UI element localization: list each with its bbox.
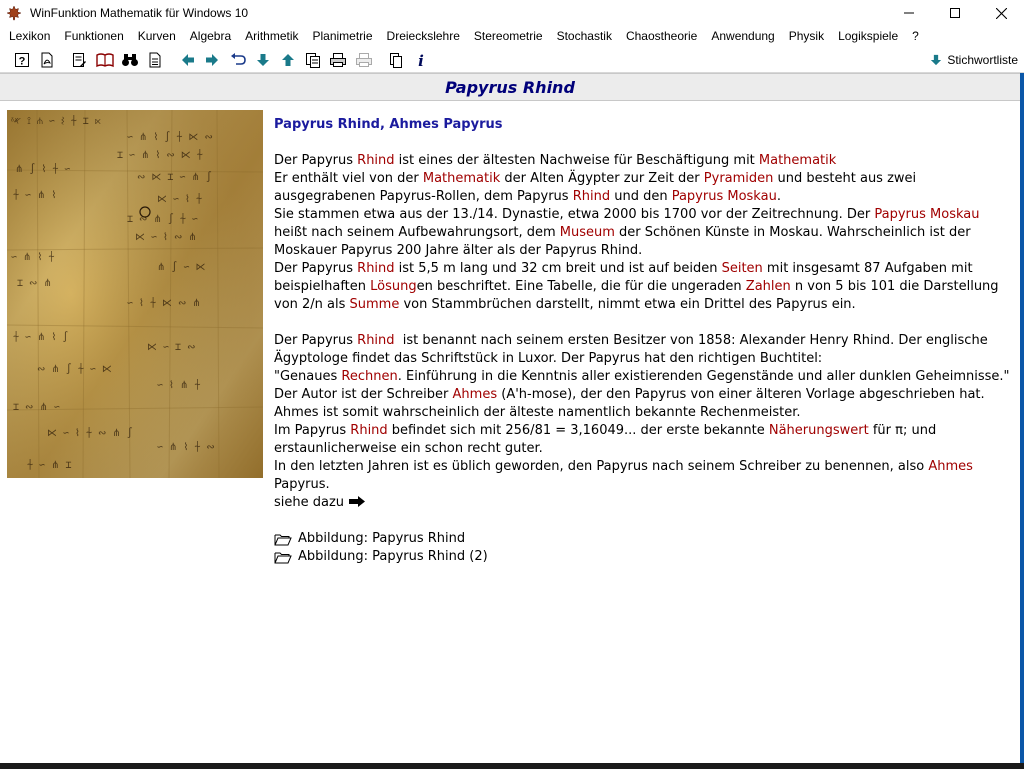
link-rhind[interactable]: Rhind [357,333,395,348]
link-museum[interactable]: Museum [559,225,615,240]
svg-text:∾ ⋔ ∫ ⍭ ∽ ⋉: ∾ ⋔ ∫ ⍭ ∽ ⋉ [37,364,112,375]
search-button[interactable] [121,51,139,69]
info-button[interactable] [412,51,430,69]
maximize-button[interactable] [932,0,978,26]
help-button[interactable] [13,51,31,69]
link-zahlen[interactable]: Zahlen [745,279,791,294]
svg-text:⋉ ∽ ⌇ ∾ ⋔: ⋉ ∽ ⌇ ∾ ⋔ [135,232,197,243]
text-line: Ägyptologe findet das Schriftstück in Luxor. Der Papyrus hat den richtigen Buchtitel: [274,351,823,366]
text-line: beispielhaften Lösungen beschriftet. Eine Tabelle, die für die ungeraden Zahlen n von 5 bis 101 die Darstellung [274,279,999,294]
copy-icon [305,52,321,68]
svg-text:⍭ ∽ ⋔ ⌇ ∫: ⍭ ∽ ⋔ ⌇ ∫ [13,332,69,343]
svg-text:⌶ ∾ ⋔ ∫ ⍭ ∽: ⌶ ∾ ⋔ ∫ ⍭ ∽ [127,214,198,225]
document-icon [148,52,162,68]
figure-link-1[interactable] [274,530,1014,548]
text-line: Der Papyrus Rhind ist 5,5 m lang und 32 cm breit und ist auf beiden Seiten mit insgesamt 87 Aufgaben mit [274,261,973,276]
svg-text:∽ ⋔ ⌇ ⍭: ∽ ⋔ ⌇ ⍭ [11,252,55,263]
text-line: Im Papyrus Rhind befindet sich mit 256/81 = 3,16049... der erste bekannte Näherungswert für π; und [274,423,937,438]
text-line: heißt nach seinem Aufbewahrungsort, dem Museum der Schönen Künste in Moskau. Wahrscheinlich ist der [274,225,971,240]
see-also-line: siehe dazu [274,494,1014,512]
stichwortliste-label: Stichwortliste [947,53,1018,67]
text-line: Der Autor ist der Schreiber Ahmes (A'h-mose), der den Papyrus von einer älteren Vorlage abgeschrieben hat. [274,387,985,402]
help-icon [14,52,30,68]
text-line: ausgegrabenen Papyrus-Rollen, dem Papyrus Rhind und den Papyrus Moskau. [274,189,781,204]
back-button[interactable] [179,51,197,69]
pdf-button[interactable] [38,51,56,69]
link-rhind[interactable]: Rhind [572,189,611,204]
stichwortliste-button[interactable] [930,51,1018,69]
link-rechnen[interactable]: Rechnen [341,369,398,384]
maximize-icon [950,8,960,18]
print-button[interactable] [329,51,347,69]
papyrus-image[interactable] [7,110,263,478]
link-seiten[interactable]: Seiten [721,261,763,276]
menu-physik[interactable]: Physik [788,29,825,43]
text-line: Er enthält viel von der Mathematik der Alten Ägypter zur Zeit der Pyramiden und besteht aus zwei [274,171,917,186]
article-subtitle: Papyrus Rhind, Ahmes Papyrus [274,117,503,132]
svg-text:⍭ ∽ ⋔ ⌇: ⍭ ∽ ⋔ ⌇ [13,190,57,201]
minimize-icon [904,8,914,18]
papyrus-texture [7,110,263,478]
link-ahmes[interactable]: Ahmes [452,387,498,402]
svg-text:∽ ⌇ ⍭ ⋉ ∾ ⋔: ∽ ⌇ ⍭ ⋉ ∾ ⋔ [127,298,201,309]
text-line: Der Papyrus Rhind ist benannt nach seinem ersten Besitzer von 1858: Alexander Henry Rhind. Der englische [274,333,988,348]
pages-button[interactable] [387,51,405,69]
text-line: In den letzten Jahren ist es üblich geworden, den Papyrus nach seinem Schreiber zu benennen, also Ahmes [274,459,973,474]
text-line: Sie stammen etwa aus der 13./14. Dynastie, etwa 2000 bis 1700 vor der Zeitrechnung. Der Papyrus Moskau [274,207,980,222]
figure-link-label: Abbildung: Papyrus Rhind [298,531,466,546]
svg-text:ᵟ𐤀 ⟟ ⋔ ∽ ⌇ ⍭ ⌶ ⋉: ᵟ𐤀 ⟟ ⋔ ∽ ⌇ ⍭ ⌶ ⋉ [11,116,101,127]
article-content [274,116,1014,566]
link-loesung[interactable]: Lösung [370,279,417,294]
text-line: "Genaues Rechnen. Einführung in die Kenntnis aller existierenden Gegenstände und aller dunklen Geheimnisse." [274,369,1010,384]
toolbar [0,46,1024,73]
svg-text:⌶ ∽ ⋔ ⌇ ∾ ⋉ ⍭: ⌶ ∽ ⋔ ⌇ ∾ ⋉ ⍭ [117,150,203,161]
text-line: Moskauer Papyrus 200 Jahre älter als der Papyrus Rhind. [274,243,643,258]
svg-text:⍭ ∽ ⋔ ⌶: ⍭ ∽ ⋔ ⌶ [27,460,72,471]
svg-text:i: i [418,52,424,68]
close-button[interactable] [978,0,1024,26]
page-header [0,73,1020,101]
link-mathematik[interactable]: Mathematik [422,171,501,186]
svg-text:?: ? [18,55,26,68]
svg-text:⌶ ∾ ⋔ ∽: ⌶ ∾ ⋔ ∽ [13,402,60,413]
svg-text:⌶ ∾ ⋔: ⌶ ∾ ⋔ [17,278,52,289]
svg-text:⋔ ∫ ⌇ ⍭ ∽: ⋔ ∫ ⌇ ⍭ ∽ [15,164,71,175]
down-button[interactable] [254,51,272,69]
undo-icon [230,53,246,67]
link-pyramiden[interactable]: Pyramiden [703,171,774,186]
print-disabled-button[interactable] [355,51,373,69]
menu-arithmetik[interactable]: Arithmetik [245,29,299,43]
link-rhind[interactable]: Rhind [350,423,388,438]
edit-button[interactable] [70,51,88,69]
figure-link-label: Abbildung: Papyrus Rhind (2) [298,549,488,564]
book-button[interactable] [96,51,114,69]
document-button[interactable] [146,51,164,69]
svg-text:∽ ⌇ ⋔ ⍭: ∽ ⌇ ⋔ ⍭ [157,380,201,391]
link-rhind[interactable]: Rhind [357,261,395,276]
pages-icon [389,52,403,68]
svg-text:⋔ ∫ ∽ ⋉: ⋔ ∫ ∽ ⋉ [157,262,206,273]
link-mathematik[interactable]: Mathematik [758,153,837,168]
arrow-right-icon [348,496,366,507]
svg-text:∾ ⋉ ⌶ ∽ ⋔ ∫: ∾ ⋉ ⌶ ∽ ⋔ ∫ [137,172,212,183]
menu-dreieckslehre[interactable]: Dreieckslehre [386,29,460,43]
arrow-up-icon [281,53,295,67]
copy-button[interactable] [304,51,322,69]
forward-button[interactable] [203,51,221,69]
print-disabled-icon [355,52,373,68]
text-line: erstaunlicherweise ein schon recht guter. [274,441,543,456]
link-summe[interactable]: Summe [349,297,400,312]
page-title: Papyrus Rhind [445,77,575,97]
svg-text:∽ ⋔ ⌇ ∫ ⍭ ⋉ ∾: ∽ ⋔ ⌇ ∫ ⍭ ⋉ ∾ [127,132,213,143]
edit-icon [71,52,87,68]
menu-planimetrie[interactable]: Planimetrie [312,29,373,43]
maple-leaf-icon [6,5,22,21]
up-button[interactable] [279,51,297,69]
window-title: WinFunktion Mathematik für Windows 10 [30,6,249,20]
text-line: Der Papyrus Rhind ist eines der ältesten Nachweise für Beschäftigung mit Mathematik [274,153,837,168]
arrow-down-icon [256,53,270,67]
menu-help[interactable]: ? [912,29,919,43]
svg-text:∽ ⋔ ⌇ ⍭ ∾: ∽ ⋔ ⌇ ⍭ ∾ [157,442,215,453]
link-rhind[interactable]: Rhind [357,153,395,168]
close-icon [996,8,1007,19]
print-icon [329,52,347,68]
info-icon [415,52,427,68]
menu-stochastik[interactable]: Stochastik [556,29,612,43]
svg-text:⋉ ∽ ⌇ ⍭ ∾ ⋔ ∫: ⋉ ∽ ⌇ ⍭ ∾ ⋔ ∫ [47,428,133,439]
svg-text:⋉ ∽ ⌇ ⍭: ⋉ ∽ ⌇ ⍭ [157,194,202,205]
book-icon [96,52,114,68]
menu-logikspiele[interactable]: Logikspiele [838,29,899,43]
link-naeherungswert[interactable]: Näherungswert [768,423,869,438]
minimize-button[interactable] [886,0,932,26]
menu-stereometrie[interactable]: Stereometrie [473,29,543,43]
see-also-arrow[interactable] [348,495,366,510]
menu-funktionen[interactable]: Funktionen [64,29,124,43]
link-papyrus-moskau[interactable]: Papyrus Moskau [671,189,777,204]
window-border [1020,73,1024,763]
folder-open-icon [274,551,292,564]
link-ahmes[interactable]: Ahmes [928,459,973,474]
folder-open-icon [274,533,292,546]
taskbar-edge [0,763,1024,769]
svg-text:⋉ ∽ ⌶ ∾: ⋉ ∽ ⌶ ∾ [147,342,196,353]
binoculars-icon [121,52,139,68]
menu-kurven[interactable]: Kurven [137,29,176,43]
menu-chaostheorie[interactable]: Chaostheorie [625,29,698,43]
text-line: Papyrus. [274,477,330,492]
pdf-icon [39,52,55,68]
figure-link-2[interactable] [274,548,1014,566]
text-line: von 2/n als Summe von Stammbrüchen darstellt, nimmt etwa ein Drittel des Papyrus ein. [274,297,856,312]
arrow-right-icon [205,53,219,67]
title-bar [0,0,1024,26]
arrow-left-icon [181,53,195,67]
menu-bar [0,26,1024,46]
menu-lexikon[interactable]: Lexikon [9,29,51,43]
text-line: Ahmes ist somit wahrscheinlich der älteste namentlich bekannte Rechenmeister. [274,405,801,420]
arrow-down-icon [930,54,942,66]
menu-algebra[interactable]: Algebra [189,29,232,43]
menu-anwendung[interactable]: Anwendung [711,29,775,43]
undo-button[interactable] [229,51,247,69]
link-papyrus-moskau[interactable]: Papyrus Moskau [874,207,980,222]
